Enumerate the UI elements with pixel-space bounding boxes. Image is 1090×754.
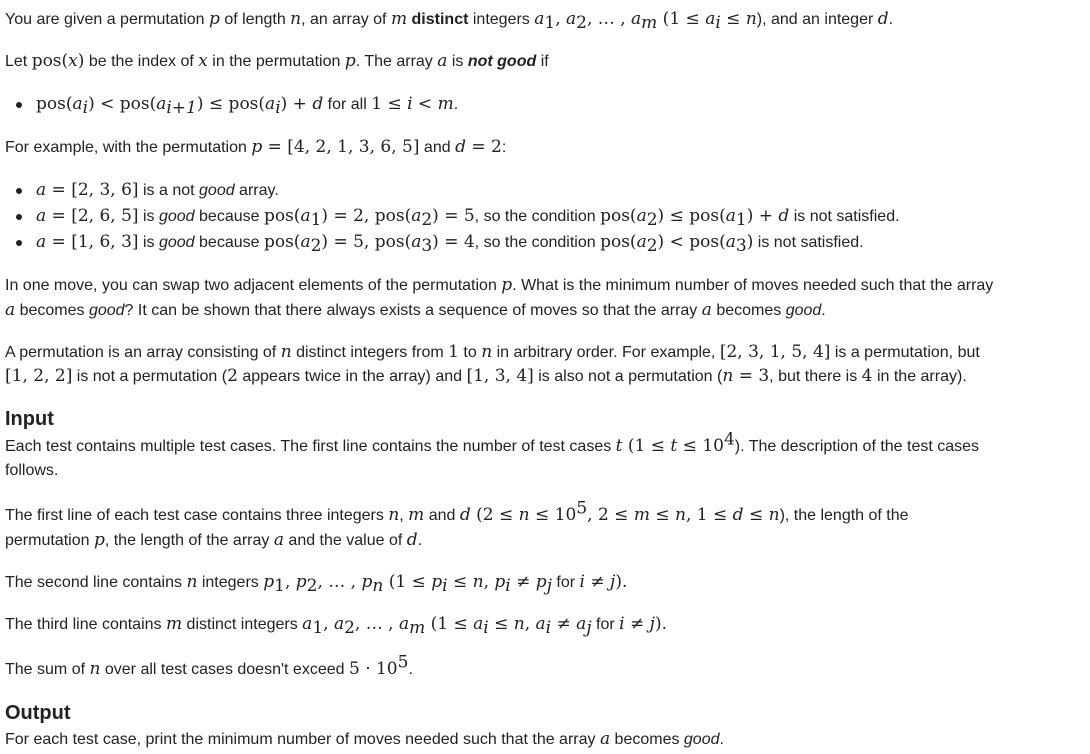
input-line-5: The sum of n over all test cases doesn't exceed $5 \cdot 10^5$. [5, 652, 413, 679]
input-line-1b: follows. [5, 462, 59, 479]
input-heading: Input [5, 408, 54, 430]
input-line-1: Each test contains multiple test cases. The first line contains the number of test cases t $(1 \le t \le 10^4)$. The description of the test cases [5, 429, 980, 456]
example-bullet-2: a = [2, 6, 5] is good because $pos(a_1) = 2$, $pos(a_2) = 5$, so the condition $pos(a_2) \le pos(a_1) + d$ is not satisfied. [36, 206, 900, 231]
output-line-1: For each test case, print the minimum number of moves needed such that the array a becomes good. [5, 729, 724, 749]
move-paragraph-line-1: In one move, you can swap two adjacent elements of the permutation p. What is the minimum number of moves needed such that the array [5, 275, 994, 295]
bullet-dot [16, 240, 22, 246]
bullet-dot [16, 188, 22, 194]
permutation-definition-line-2: [1, 2, 2] is not a permutation (2 appears twice in the array) and [1, 3, 4] is also not a permutation (n = 3, but there is 4 in the array). [5, 366, 967, 386]
example-bullet-1: a = [2, 3, 6] is a not good array. [36, 180, 279, 200]
permutation-definition-line-1: A permutation is an array consisting of n distinct integers from 1 to n in arbitrary order. For example, [2, 3, 1, 5, 4] is a permutation, but [5, 342, 980, 362]
statement-line-2: Let pos(x) be the index of x in the permutation p. The array a is not good if [5, 51, 549, 71]
output-heading: Output [5, 702, 71, 724]
input-line-3: The second line contains n integers $p_1$, $p_2$, … , $p_n$ ($1 \le p_i \le n$, $p_i \ne p_j$ for i ≠ j). [5, 572, 628, 597]
bullet-dot [16, 102, 22, 108]
example-intro: For example, with the permutation p = [4, 2, 1, 3, 6, 5] and d = 2: [5, 137, 507, 157]
input-line-2b: permutation p, the length of the array a and the value of d. [5, 530, 423, 550]
input-line-2: The first line of each test case contains three integers n, m and d ($2 \le n \le 10^5$, 2 ≤ m ≤ n, 1 ≤ d ≤ n), the length of the [5, 498, 909, 525]
move-paragraph-line-2: a becomes good? It can be shown that there always exists a sequence of moves so that the array a becomes good. [5, 300, 826, 320]
bullet-dot [16, 214, 22, 220]
example-bullet-3: a = [1, 6, 3] is good because $pos(a_2) = 5$, $pos(a_3) = 4$, so the condition $pos(a_2) < pos(a_3)$ is not satisfied. [36, 232, 864, 257]
input-line-4: The third line contains m distinct integers $a_1$, $a_2$, … , $a_m$ ($1 \le a_i \le n$, $a_i \ne a_j$ for i ≠ j). [5, 614, 667, 639]
condition-bullet: $pos(a_i) < pos(a_{i+1}) \le pos(a_i) + d$ for all 1 ≤ i < m. [36, 94, 459, 119]
statement-line-1: You are given a permutation p of length n, an array of m distinct integers $a_1$, $a_2$, … , $a_m$ $(1 \le a_i \le n)$, and an integer d. [5, 9, 894, 34]
